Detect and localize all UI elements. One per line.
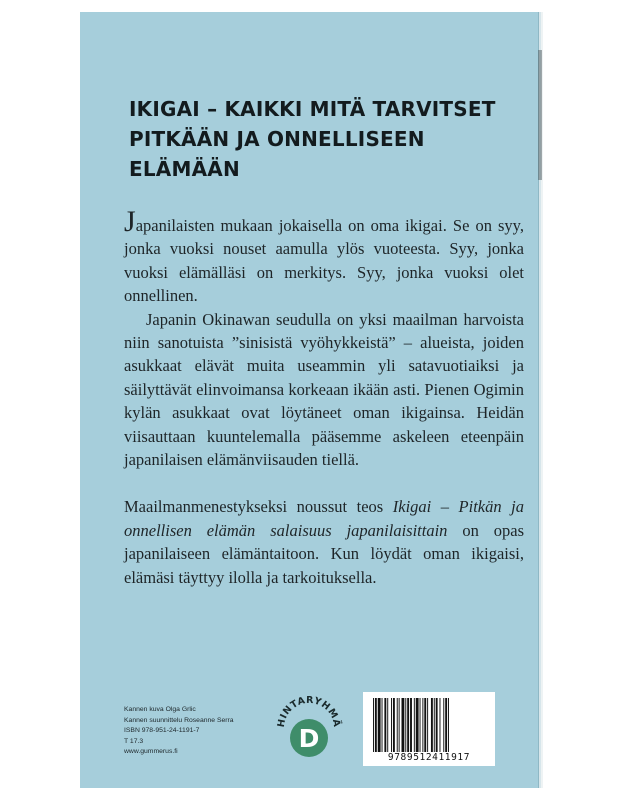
blurb-paragraph-3 (124, 495, 524, 589)
barcode-bar (422, 698, 423, 752)
price-group-icon (274, 676, 344, 764)
barcode-bar (399, 698, 400, 752)
cover-design-credit: Kannen suunnittelu Roseanne Serra (124, 716, 234, 724)
barcode-bar (375, 698, 377, 752)
barcode-digits: 9789512411917 (387, 752, 471, 763)
headline-line-3: ELÄMÄÄN (129, 157, 240, 181)
barcode-bar (445, 698, 447, 752)
headline-line-2: PITKÄÄN JA ONNELLISEEN (129, 127, 425, 151)
blurb-paragraph-1: Japanilaisten mukaan jokaisella on oma ikigai. Se on syy, jonka vuoksi nouset aamulla ylös vuoteesta. Syy, jonka vuoksi elämälläsi on merkitys. Syy, jonka vuoksi olet onnellinen. (124, 205, 524, 306)
barcode-bar (378, 698, 381, 752)
publisher-website: www.gummerus.fi (124, 748, 178, 756)
barcode-bar (420, 698, 421, 752)
barcode-bar (440, 698, 441, 752)
barcode-bar (416, 698, 419, 752)
isbn-barcode (363, 692, 495, 766)
price-group-letter: D (298, 724, 320, 753)
barcode-bar (436, 698, 438, 752)
barcode-bar (434, 698, 435, 752)
barcode-bar (424, 698, 426, 752)
barcode-bar (427, 698, 428, 752)
blurb-paragraph-3-rest: on opas japanilaiseen elämäntaitoon. Kun löydät oman ikigaisi, elämäsi täyttyy ilolla ja tarkoituksella. (124, 520, 524, 587)
barcode-bar (387, 698, 388, 752)
blurb (124, 205, 524, 589)
blurb-paragraph-3-intro: Maailmanmenestykseksi noussut teos (124, 497, 393, 517)
barcode-bar (414, 698, 415, 752)
cover-photo-credit: Kannen kuva Olga Grlic (124, 706, 196, 713)
classification-code: T 17.3 (124, 737, 144, 745)
blurb-paragraph-2: Japanin Okinawan seudulla on yksi maailman harvoista niin sanotuista ”sinisistä vyöhykkeistä” – alueista, joiden asukkaat elävät muita useammin yli satavuotiaiksi ja säilyttävät elinvoimansa korkeaan ikään asti. Pienen Ogimin kylän asukkaat ovat löytäneet oman ikigainsa. Heidän viisauttaan kuuntelemalla pääsemme askeleen eteenpäin japanilaisen elämänviisauden tiellä. (124, 309, 524, 470)
barcode-bar (448, 698, 449, 752)
barcode-bar (373, 698, 374, 752)
spine-edge (538, 50, 542, 180)
price-group-badge (274, 676, 344, 764)
barcode-bars (373, 698, 485, 752)
barcode-bar (405, 698, 406, 752)
barcode-bar (407, 698, 409, 752)
barcode-bar (384, 698, 386, 752)
barcode-bar (431, 698, 433, 752)
headline-line-1: IKIGAI – KAIKKI MITÄ TARVITSET (129, 97, 496, 121)
price-group-label: HINTARYHMÄ (275, 694, 343, 729)
barcode-bar (402, 698, 405, 752)
barcode-bar (393, 698, 395, 752)
barcode-bar (391, 698, 392, 752)
publication-credits (124, 705, 294, 758)
isbn: ISBN 978-951-24-1191-7 (124, 727, 200, 735)
book-title-italic: Ikigai – Pitkän ja onnellisen elämän salaisuus japanilaisittain (124, 497, 524, 540)
barcode-bar (397, 698, 398, 752)
barcode-bar (382, 698, 383, 752)
barcode-bar (443, 698, 444, 752)
barcode-bar (410, 698, 412, 752)
back-cover-headline (129, 94, 496, 184)
